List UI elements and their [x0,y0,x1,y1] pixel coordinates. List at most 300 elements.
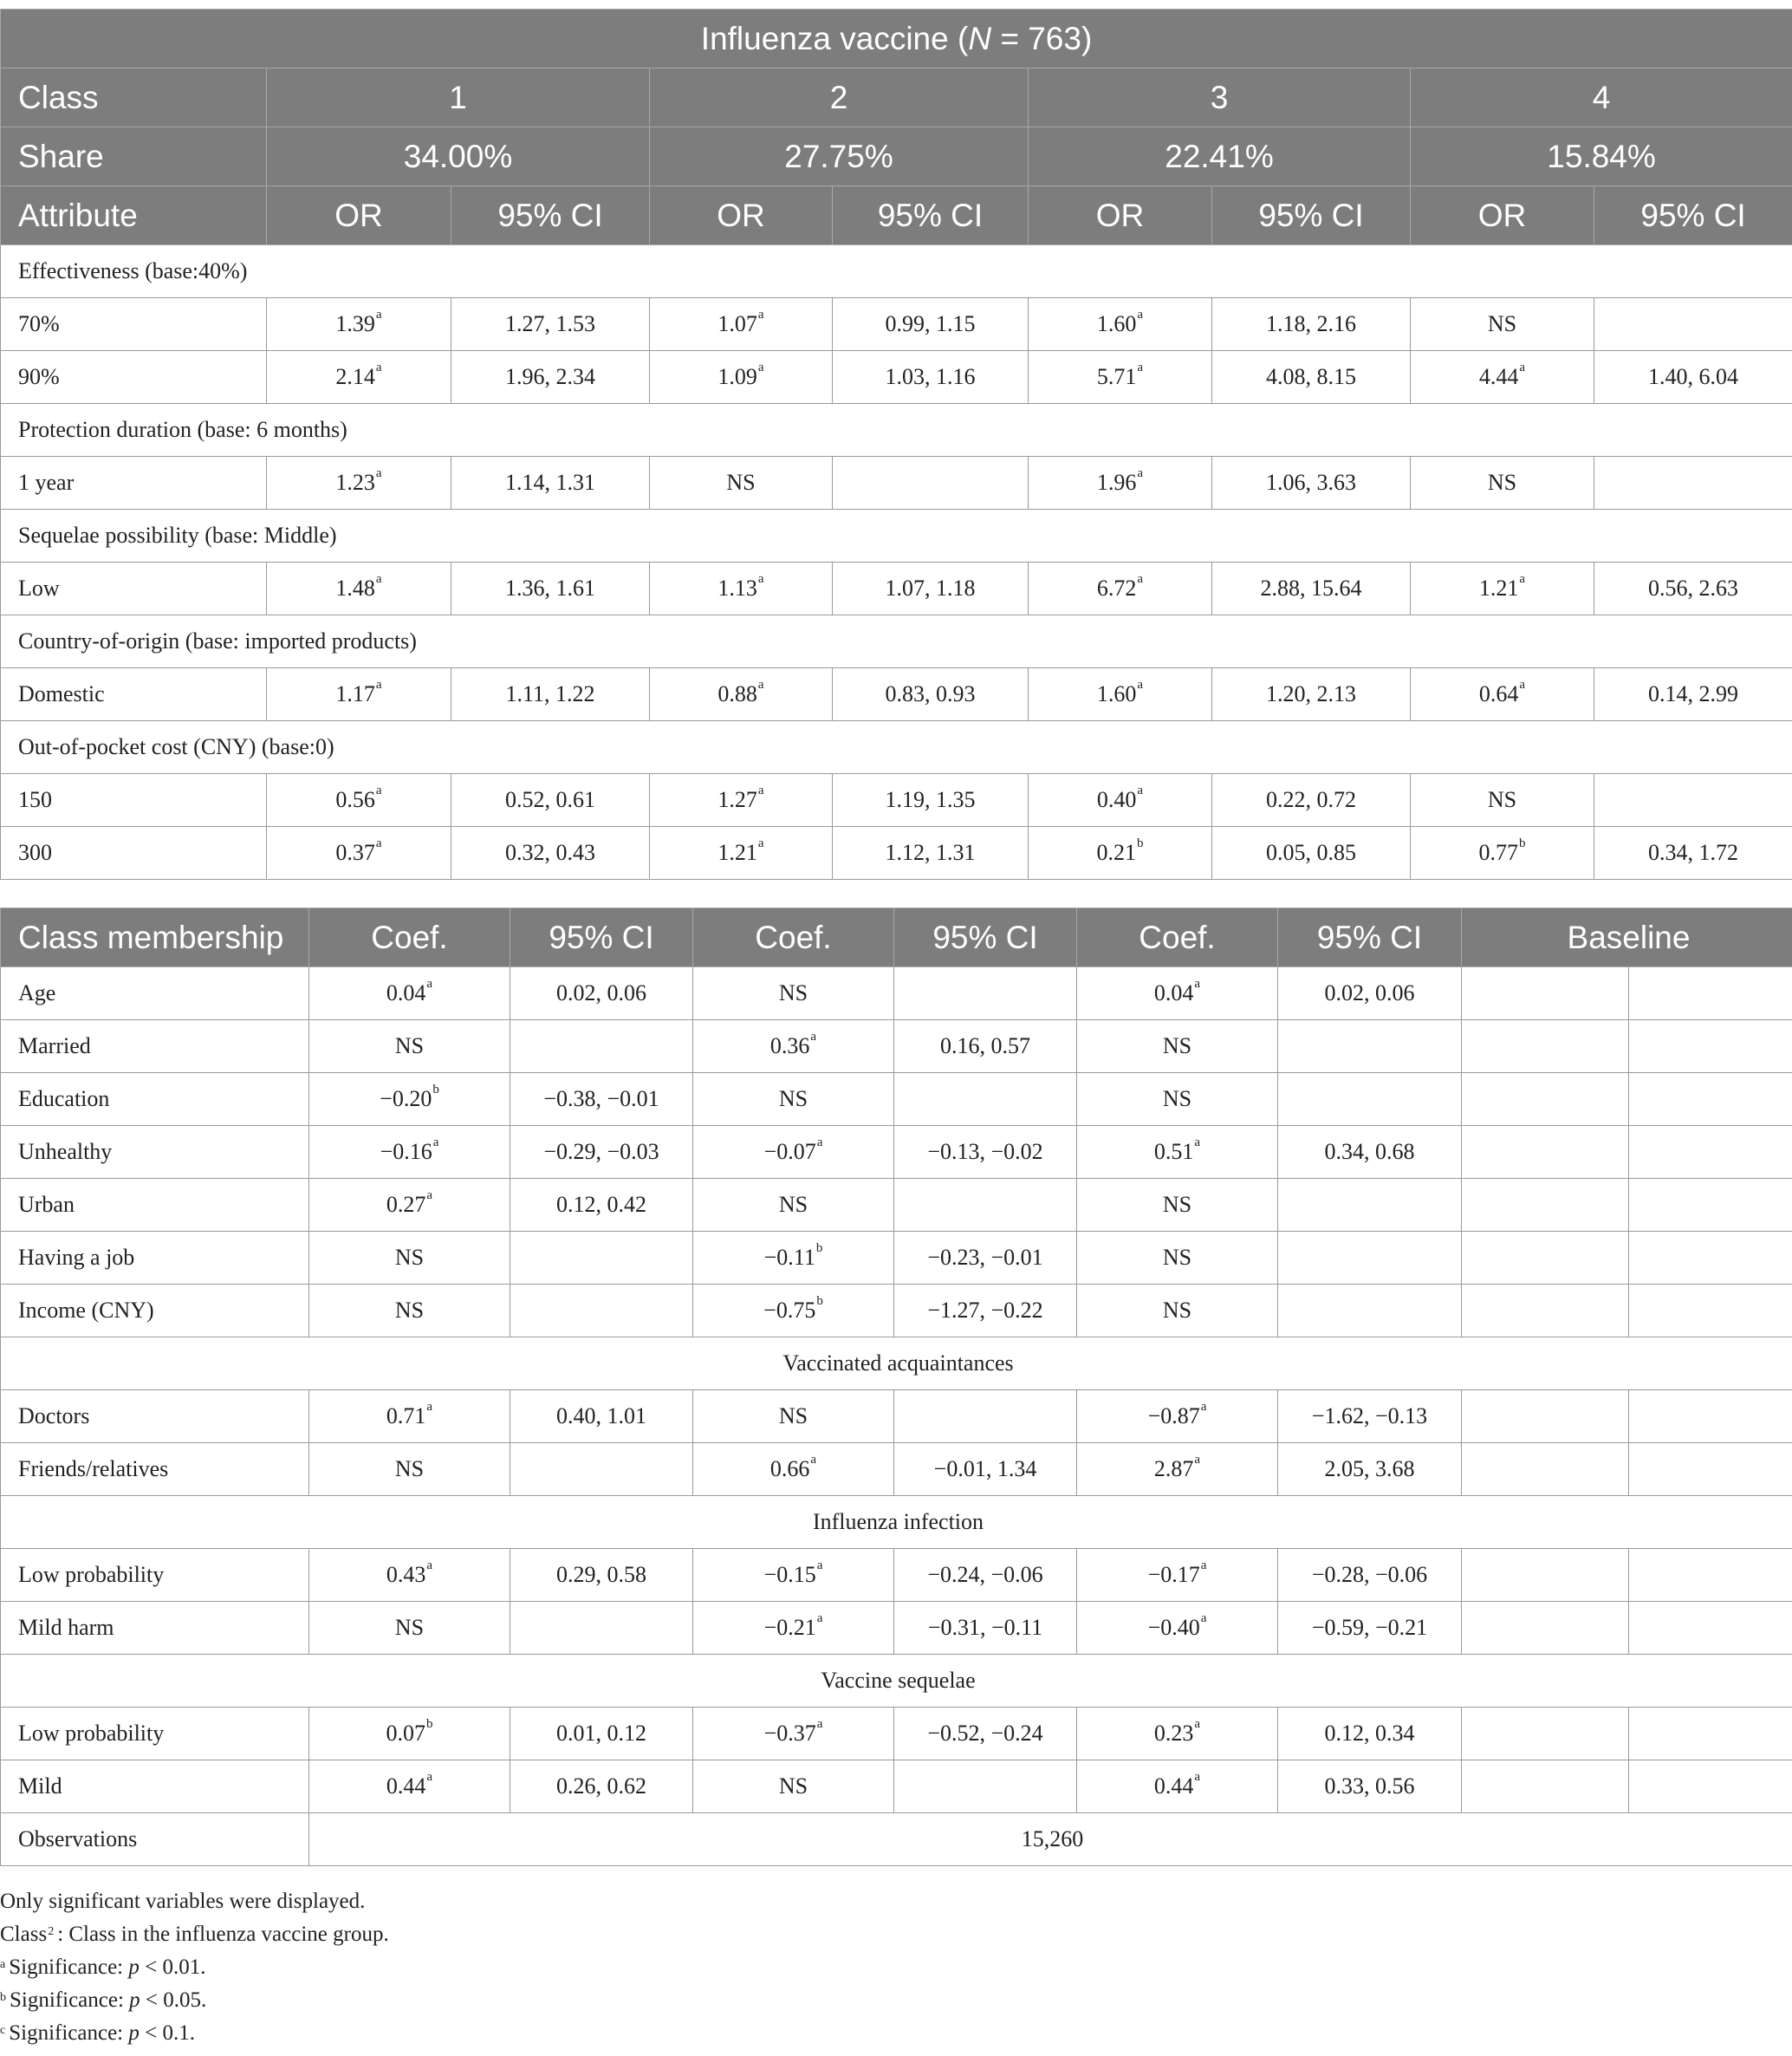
ci-cell [1278,1020,1462,1073]
estimate-cell [1462,1232,1629,1285]
ci-cell [1278,967,1462,1020]
section-header-row [1,721,1792,774]
significance-marker: a [1194,977,1201,991]
ci-header: 95% CI [894,908,1077,967]
row-label [1,1549,309,1602]
ci-cell [1212,457,1411,510]
row-label-text: Unhealthy [18,1139,113,1164]
significance-marker: a [1519,678,1526,692]
ci-cell [510,1760,693,1813]
estimate-cell-text: 2.14 [335,364,375,389]
significance-marker: a [375,678,382,692]
footnote-class-definition: Class$^2$ : Class in the influenza vaccine group. [0,1923,389,1946]
estimate-cell [1029,351,1212,404]
significance-marker: a [816,1558,823,1572]
ci-cell-text: 0.22, 0.72 [1266,787,1356,812]
significance-marker: b [1137,836,1144,850]
significance-marker: a [375,466,382,480]
ci-cell [1278,1602,1462,1655]
ci-cell [894,1232,1077,1285]
estimate-cell [693,1285,894,1337]
significance-marker: a [1137,572,1144,586]
ci-cell [833,668,1029,721]
ci-cell [833,298,1029,351]
row-label [1,1390,309,1443]
table-row [1,1443,1792,1496]
estimate-cell-text: 6.72 [1096,576,1137,601]
ci-cell [451,457,650,510]
ci-cell-text: 0.33, 0.56 [1324,1773,1415,1799]
ci-cell [1629,1602,1792,1655]
significance-marker: a [375,308,382,322]
class-number: 3 [1029,68,1411,127]
ci-cell [1278,1232,1462,1285]
or-header: OR [267,186,451,245]
ci-cell [1278,1443,1462,1496]
ci-cell [1278,1179,1462,1232]
ci-cell [510,1602,693,1655]
section-header [1,510,1792,563]
or-header: OR [1029,186,1212,245]
estimate-cell-text: NS [778,1086,808,1111]
row-label-text: Observations [18,1826,138,1851]
ci-cell-text: 0.26, 0.62 [556,1773,646,1799]
significance-marker: a [816,1717,823,1731]
share-row [1,127,1792,186]
ci-cell [1594,668,1792,721]
ci-cell-text: 0.56, 2.63 [1648,576,1739,601]
estimate-cell [650,563,833,615]
significance-marker: a [816,1611,823,1625]
ci-cell [1629,1073,1792,1126]
ci-cell [451,298,650,351]
estimate-cell-text: 1.27 [717,787,757,812]
estimate-cell [1462,1073,1629,1126]
ci-cell [894,1390,1077,1443]
estimate-cell-text: 0.21 [1096,840,1136,865]
estimate-cell [267,457,451,510]
estimate-cell-text: 0.44 [386,1773,426,1799]
ci-cell [1594,563,1792,615]
estimate-cell-text: −0.17 [1147,1562,1200,1587]
estimate-cell [693,1020,894,1073]
ci-cell-text: −0.01, 1.34 [933,1456,1037,1481]
ci-header: 95% CI [833,186,1029,245]
ci-cell-text: −0.29, −0.03 [543,1139,659,1164]
ci-cell [451,668,650,721]
table-row [1,1549,1792,1602]
ci-cell [510,1126,693,1179]
significance-marker: a [816,1135,823,1149]
estimate-cell [1029,827,1212,880]
estimate-cell [1462,1285,1629,1337]
footnote-significance-a: $^a$ Significance: p < 0.01. [0,1955,206,1979]
estimate-cell [693,1602,894,1655]
table-row [1,1390,1792,1443]
row-label [1,1126,309,1179]
ci-cell [510,1179,693,1232]
estimate-cell [1462,1020,1629,1073]
estimate-cell-text: 1.21 [717,840,757,865]
estimate-cell-text: NS [1162,1192,1192,1217]
estimate-cell-text: −0.07 [763,1139,816,1164]
table-row [1,563,1792,615]
estimate-cell-text: −0.37 [763,1721,816,1746]
class-label: Class [1,68,267,127]
ci-cell [894,1760,1077,1813]
significance-marker: a [375,572,382,586]
group-header [1,1337,1792,1390]
estimate-cell [693,1232,894,1285]
ci-header: 95% CI [1594,186,1792,245]
ci-cell-text: −1.27, −0.22 [927,1298,1043,1323]
group-header-text: Influenza infection [812,1509,984,1534]
ci-cell [1629,1232,1792,1285]
ci-cell [894,1020,1077,1073]
estimate-cell-text: 0.51 [1153,1139,1194,1164]
row-label [1,668,267,721]
estimate-cell [309,1073,510,1126]
row-label-text: Domestic [18,681,105,706]
significance-marker: a [757,784,764,797]
row-label-text: Mild harm [18,1615,114,1640]
estimate-cell [1462,1179,1629,1232]
significance-marker: a [1519,572,1526,586]
estimate-cell-text: NS [394,1298,425,1323]
significance-marker: a [1519,361,1526,374]
ci-cell [1629,1390,1792,1443]
estimate-cell [267,827,451,880]
row-label [1,1285,309,1337]
ci-cell-text: −0.52, −0.24 [927,1721,1043,1746]
ci-cell-text: 2.88, 15.64 [1260,576,1362,601]
ci-cell [1278,1760,1462,1813]
estimate-cell [1029,774,1212,827]
section-header [1,615,1792,668]
section-header-row [1,510,1792,563]
estimate-cell [650,298,833,351]
section-header [1,404,1792,457]
coef-header: Coef. [693,908,894,967]
table-title: Influenza vaccine (N = 763) [1,10,1792,68]
ci-cell [510,1020,693,1073]
estimate-cell [650,668,833,721]
ci-cell-text: 1.96, 2.34 [505,364,595,389]
estimate-cell [1077,1760,1278,1813]
estimate-cell-text: 0.27 [386,1192,426,1217]
ci-cell-text: 1.11, 1.22 [505,681,595,706]
ci-cell-text: −1.62, −0.13 [1311,1403,1428,1428]
ci-cell [510,1549,693,1602]
estimate-cell-text: 1.21 [1478,576,1519,601]
significance-marker: a [757,572,764,586]
significance-marker: b [426,1717,433,1731]
ci-cell [1629,1708,1792,1760]
ci-cell-text: 0.99, 1.15 [885,311,976,336]
estimate-cell-text: 0.36 [769,1033,810,1058]
estimate-cell-text: 0.66 [769,1456,810,1481]
class-number: 2 [650,68,1029,127]
estimate-cell-text: −0.11 [763,1245,815,1270]
significance-marker: b [815,1241,823,1255]
significance-marker: a [757,361,764,374]
membership-table-body [1,967,1792,1866]
significance-marker: a [375,784,382,797]
row-label-text: Mild [18,1773,62,1799]
or-header: OR [1411,186,1594,245]
ci-cell [1278,1708,1462,1760]
ci-cell [1594,774,1792,827]
section-header-row [1,245,1792,298]
ci-cell-text: 1.07, 1.18 [885,576,976,601]
ci-cell-text: 1.19, 1.35 [885,787,976,812]
ci-header: 95% CI [510,908,693,967]
estimate-cell-text: 4.44 [1478,364,1519,389]
row-label-text: Doctors [18,1403,90,1428]
estimate-cell [1462,967,1629,1020]
ci-cell [833,457,1029,510]
class-number: 1 [267,68,650,127]
table-title-row [1,10,1792,68]
footnote-significance-b: $^b$ Significance: p < 0.05. [0,1988,207,2012]
row-label-text: Low probability [18,1562,165,1587]
ci-cell [894,1602,1077,1655]
estimate-cell [1077,1602,1278,1655]
section-header-text: Out-of-pocket cost (CNY) (base:0) [18,734,334,759]
ci-cell [1629,1549,1792,1602]
ci-cell-text: 0.02, 0.06 [556,980,646,1005]
group-header-row [1,1655,1792,1708]
significance-marker: a [375,836,382,850]
row-label-text: Low probability [18,1721,165,1746]
table-row [1,827,1792,880]
class-membership-header: Class membership [1,908,309,967]
estimate-cell [1411,827,1594,880]
estimate-cell [693,1443,894,1496]
estimate-cell [309,1232,510,1285]
row-label-text: Married [18,1033,91,1058]
table-row [1,351,1792,404]
row-label [1,1602,309,1655]
estimate-cell [693,1179,894,1232]
row-label-text: 1 year [18,470,75,495]
table-row [1,298,1792,351]
ci-cell [1629,1443,1792,1496]
estimate-cell [693,1126,894,1179]
ci-cell [833,827,1029,880]
estimate-cell [1411,774,1594,827]
observations-row [1,1813,1792,1866]
ci-cell [510,1708,693,1760]
estimate-cell-text: 0.23 [1153,1721,1194,1746]
ci-cell [894,1443,1077,1496]
estimate-cell-text: 0.43 [386,1562,426,1587]
significance-marker: a [757,678,764,692]
estimate-cell [1077,967,1278,1020]
estimate-cell [309,1390,510,1443]
estimate-cell [1077,1020,1278,1073]
ci-cell [1278,1126,1462,1179]
estimate-cell-text: 2.87 [1153,1456,1194,1481]
estimate-cell-text: 0.44 [1153,1773,1194,1799]
estimate-cell [1462,1708,1629,1760]
ci-cell [1212,774,1411,827]
estimate-cell-text: NS [778,980,808,1005]
significance-marker: a [1137,784,1144,797]
row-label [1,457,267,510]
group-header-text: Vaccine sequelae [821,1668,976,1693]
group-header-text: Vaccinated acquaintances [782,1350,1014,1376]
row-label-text: 70% [18,311,60,336]
significance-marker: a [426,1558,433,1572]
estimate-cell-text: NS [1162,1086,1192,1111]
estimate-cell [309,1285,510,1337]
estimate-cell [1462,1443,1629,1496]
estimate-cell-text: 0.04 [386,980,426,1005]
estimate-cell [267,668,451,721]
row-label [1,1232,309,1285]
share-value: 22.41% [1029,127,1411,186]
estimate-cell-text: 0.04 [1153,980,1194,1005]
row-label-text: Urban [18,1192,75,1217]
ci-cell [1629,1285,1792,1337]
ci-cell-text: 1.06, 3.63 [1266,470,1356,495]
estimate-cell-text: −0.20 [380,1086,432,1111]
estimate-cell [1462,1602,1629,1655]
significance-marker: a [426,1400,433,1414]
row-label [1,563,267,615]
significance-marker: a [1200,1611,1207,1625]
estimate-cell-text: NS [394,1033,425,1058]
ci-cell-text: −0.24, −0.06 [927,1562,1043,1587]
class-membership-table [0,908,1792,1866]
ci-cell-text: 0.12, 0.42 [556,1192,646,1217]
row-label [1,827,267,880]
ci-header: 95% CI [451,186,650,245]
estimate-cell-text: 0.64 [1478,681,1519,706]
ci-cell-text: 1.20, 2.13 [1266,681,1356,706]
estimate-cell [267,563,451,615]
ci-cell-text: 1.18, 2.16 [1266,311,1356,336]
estimate-cell [1411,298,1594,351]
estimate-cell-text: 1.48 [335,576,375,601]
coef-header: Coef. [309,908,510,967]
significance-marker: a [1137,308,1144,322]
footnote-significance-c: $^c$ Significance: p < 0.1. [0,2021,195,2045]
significance-marker: b [1519,836,1526,850]
table-row [1,967,1792,1020]
ci-cell-text: 0.16, 0.57 [940,1033,1030,1058]
ci-cell [451,351,650,404]
ci-cell [1278,1390,1462,1443]
share-value: 27.75% [650,127,1029,186]
significance-marker: b [432,1083,439,1096]
estimate-cell-text: 1.17 [335,681,375,706]
estimate-cell-text: NS [394,1245,425,1270]
significance-marker: a [1200,1558,1207,1572]
significance-marker: a [426,1770,433,1784]
ci-cell [1594,827,1792,880]
ci-cell-text: 0.83, 0.93 [885,681,976,706]
estimate-cell [1029,298,1212,351]
ci-cell [1594,351,1792,404]
estimate-cell [1077,1126,1278,1179]
table-row [1,1232,1792,1285]
class-row [1,68,1792,127]
estimate-cell [693,1708,894,1760]
estimate-cell-text: NS [1487,787,1517,812]
estimate-cell [309,1708,510,1760]
ci-cell-text: 0.34, 1.72 [1648,840,1739,865]
estimate-cell-text: 0.07 [386,1721,425,1746]
ci-cell-text: 1.14, 1.31 [505,470,595,495]
significance-marker: a [1194,1135,1201,1149]
ci-cell [894,1126,1077,1179]
table-row [1,1760,1792,1813]
estimate-cell-text: −0.21 [763,1615,816,1640]
estimate-cell [309,1549,510,1602]
ci-cell-text: −0.31, −0.11 [927,1615,1043,1640]
ci-cell [894,1285,1077,1337]
table-row [1,668,1792,721]
significance-marker: a [426,1188,433,1202]
estimate-cell [309,967,510,1020]
ci-cell [894,1708,1077,1760]
row-label [1,774,267,827]
ci-cell-text: 0.12, 0.34 [1324,1721,1415,1746]
ci-cell-text: 0.34, 0.68 [1324,1139,1415,1164]
estimate-cell [1462,1760,1629,1813]
estimate-cell [1411,563,1594,615]
significance-marker: a [1200,1400,1207,1414]
section-header-row [1,404,1792,457]
ci-cell [1212,563,1411,615]
ci-cell-text: 1.27, 1.53 [505,311,595,336]
estimate-cell-text: 1.13 [717,576,757,601]
estimate-cell [1462,1549,1629,1602]
ci-cell [894,1549,1077,1602]
table-row [1,1020,1792,1073]
estimate-cell-text: NS [1162,1033,1192,1058]
share-value: 15.84% [1411,127,1792,186]
estimate-cell-text: NS [778,1403,808,1428]
estimate-cell [1029,457,1212,510]
section-header-text: Effectiveness (base:40%) [18,258,248,283]
significance-marker: a [432,1135,439,1149]
estimate-cell-text: 1.39 [335,311,375,336]
row-label-text: Income (CNY) [18,1298,154,1323]
estimate-cell [650,457,833,510]
estimate-cell [309,1020,510,1073]
significance-marker: a [757,836,764,850]
ci-cell [510,967,693,1020]
ci-cell-text: 0.01, 0.12 [556,1721,646,1746]
ci-cell [894,1179,1077,1232]
ci-cell-text: 0.05, 0.85 [1266,840,1356,865]
row-label [1,1020,309,1073]
ci-cell [1629,1179,1792,1232]
estimate-cell [267,351,451,404]
ci-cell [510,1285,693,1337]
row-label-text: Low [18,576,60,601]
estimate-cell [1077,1232,1278,1285]
estimate-cell [1077,1549,1278,1602]
ci-cell-text: 0.32, 0.43 [505,840,595,865]
row-label-text: Education [18,1086,110,1111]
ci-header: 95% CI [1212,186,1411,245]
ci-header: 95% CI [1278,908,1462,967]
ci-cell-text: 0.02, 0.06 [1324,980,1415,1005]
